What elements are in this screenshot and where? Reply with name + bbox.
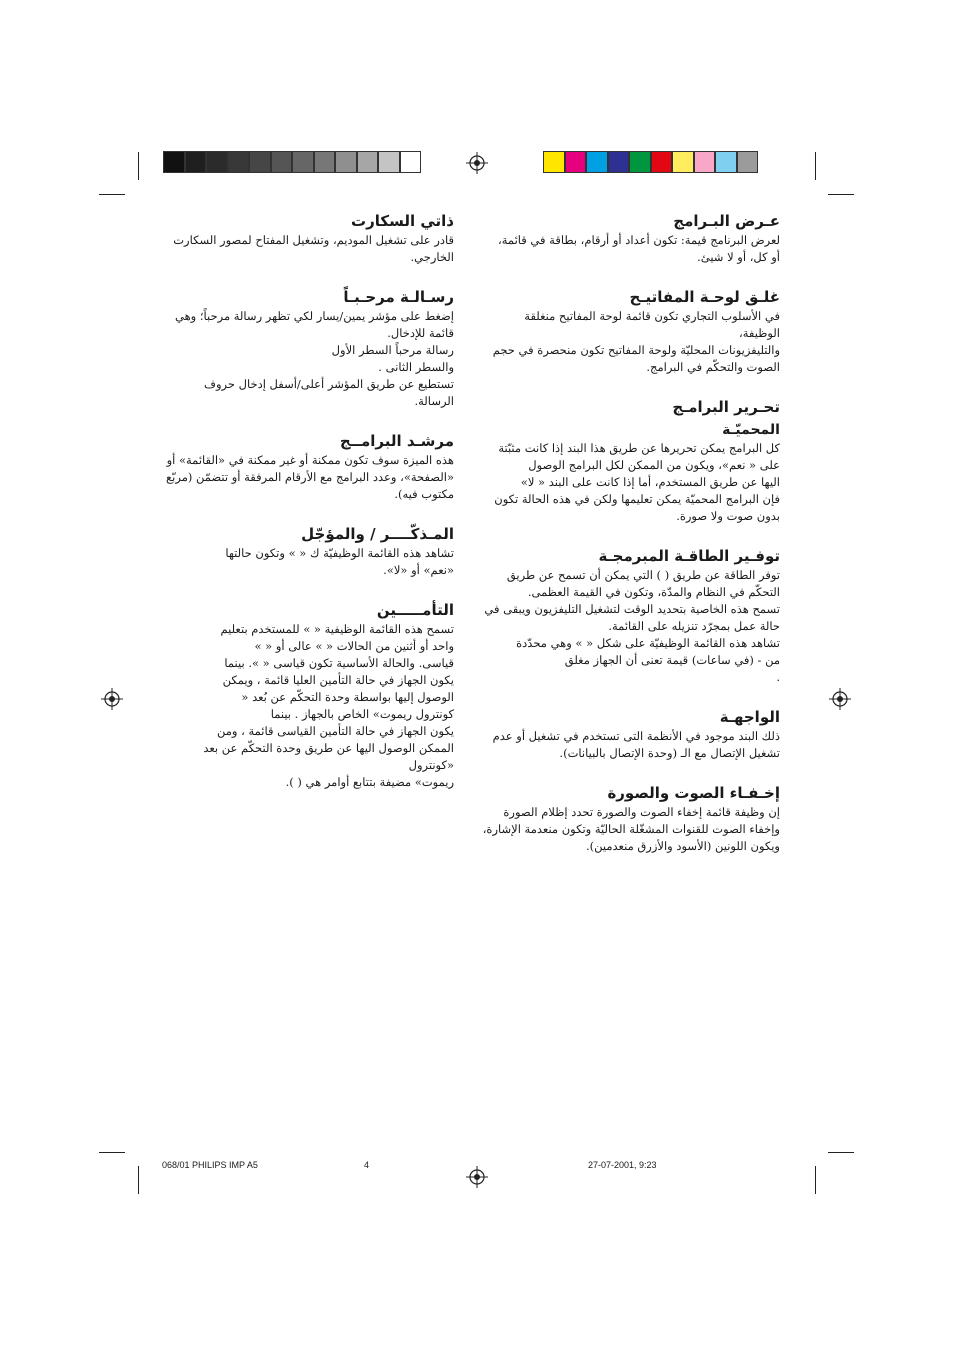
section-body: لعرض البرنامج قيمة: تكون أعداد أو أرقام، بطاقة في قائمة، أو كل، أو لا شيئ.	[498, 233, 780, 264]
registration-mark-icon	[829, 688, 851, 710]
color-swatch	[737, 151, 759, 173]
color-swatch	[206, 151, 228, 173]
section-title: التأمـــــين	[376, 601, 454, 619]
footer-page-number: 4	[364, 1160, 370, 1170]
color-swatch	[378, 151, 400, 173]
section-body: إن وظيفة قائمة إخفاء الصوت والصورة تحدد إظلام الصورة وإخفاء الصوت للقنوات المشغّلة الحاليّة وتكون منعدمة الإشارة، ويكون اللونين (الأسود والأزرق منعدمين).	[482, 805, 780, 853]
grayscale-calibration-bar	[163, 151, 421, 173]
left-column	[162, 212, 454, 813]
section-title: رسـالـة مرحـبـاً	[343, 288, 454, 306]
section-title: إخـفـاء الصوت والصورة	[607, 784, 780, 802]
crop-mark	[828, 1152, 854, 1153]
registration-mark-icon	[466, 1166, 488, 1188]
color-calibration-bar	[543, 151, 758, 173]
color-swatch	[715, 151, 737, 173]
section-reminder-delayed	[162, 525, 454, 579]
section-body: في الأسلوب التجاري تكون قائمة لوحة المفاتيح منغلقة الوظيفة، والتليفزيونات المحليّة ولوحة المفاتيح تكون منحصرة في حجم الصوت والتحكّم في البرامج.	[492, 309, 780, 374]
footer-file-label: 068/01 PHILIPS IMP A5	[162, 1160, 258, 1170]
section-keyboard-lock	[480, 288, 780, 376]
registration-mark-icon	[101, 688, 123, 710]
color-swatch	[672, 151, 694, 173]
section-title: عـرض البـرامج	[673, 212, 780, 230]
color-swatch	[629, 151, 651, 173]
section-energy-saving	[480, 547, 780, 686]
section-body: توفر الطاقة عن طريق ( ) التي يمكن أن تسمح عن طريق التحكّم في النظام والمدّة، وتكون في القيمة العظمى. تسمح هذه الخاصية بتحديد الوقت لتشغيل التليفزيون ويبقى في حالة عمل بمجرّد تنزيله على القائمة. تشاهد هذه القائمة الوظيفيّة على شكل « » وهي محدّدة من - (في ساعات) قيمة تعنى أن الجهاز مغلق .	[484, 568, 780, 684]
color-swatch	[228, 151, 250, 173]
section-welcome-message	[162, 288, 454, 410]
section-title: غلـق لوحـة المفاتيـح	[629, 288, 780, 306]
color-swatch	[292, 151, 314, 173]
crop-mark	[138, 152, 139, 180]
crop-mark	[99, 194, 125, 195]
color-swatch	[565, 151, 587, 173]
color-swatch	[314, 151, 336, 173]
section-title: الواجهـة	[719, 708, 780, 726]
section-body: ذلك البند موجود في الأنظمة التى تستخدم في تشغيل أو عدم تشغيل الإتصال مع الـ (وحدة الإتصال بالبيانات).	[492, 729, 780, 760]
color-swatch	[249, 151, 271, 173]
crop-mark	[815, 152, 816, 180]
section-body: كل البرامج يمكن تحريرها عن طريق هذا البند إذا كانت مثبّتة على « نعم»، ويكون من الممكن لكل البرامج الوصول اليها عن طريق المستخدم، أما إذا كانت على البند « لا» فإن البرامج المحميّة يمكن تعليمها ولكن في هذه الحالة تكون بدون صوت ولا صورة.	[494, 441, 780, 523]
section-protected-programs	[480, 398, 780, 525]
color-swatch	[608, 151, 630, 173]
section-blank-audio-video	[480, 784, 780, 855]
color-swatch	[185, 151, 207, 173]
section-security	[162, 601, 454, 791]
crop-mark	[828, 194, 854, 195]
crop-mark	[815, 1166, 816, 1194]
section-program-guide	[162, 432, 454, 503]
right-column	[480, 212, 780, 877]
footer-date: 27-07-2001, 9:23	[588, 1160, 657, 1170]
section-body: إضغط على مؤشر يمين/يسار لكي تظهر رسالة مرحباً؛ وهي قائمة للإدخال. رسالة مرحباً السطر الأول والسطر الثانى . تستطيع عن طريق المؤشر أعلى/أسفل إدخال حروف الرسالة.	[175, 309, 454, 408]
section-title: تحـرير البرامـج	[672, 398, 780, 416]
section-interface	[480, 708, 780, 762]
color-swatch	[357, 151, 379, 173]
section-body: قادر على تشغيل الموديم، وتشغيل المفتاح لمصور السكارت الخارجي.	[173, 233, 454, 264]
color-swatch	[400, 151, 422, 173]
color-swatch	[586, 151, 608, 173]
section-title: توفـير الطاقـة المبرمجـة	[598, 547, 780, 565]
color-swatch	[271, 151, 293, 173]
color-swatch	[694, 151, 716, 173]
color-swatch	[335, 151, 357, 173]
crop-mark	[99, 1152, 125, 1153]
section-program-display	[480, 212, 780, 266]
section-auto-scart	[162, 212, 454, 266]
registration-mark-icon	[466, 152, 488, 174]
section-title: مرشـد البرامــج	[339, 432, 454, 450]
section-body: تسمح هذه القائمة الوظيفية « » للمستخدم بتعليم واحد أو أثنين من الحالات « » عالى أو « » قياسى. والحالة الأساسية تكون قياسى « ». بينما يكون الجهاز في حالة التأمين العليا قائمة ، ويمكن الوصول إليها بواسطة وحدة التحكّم عن بُعد « كونترول ريموت» الخاص بالجهاز . بينما يكون الجهاز في حالة التأمين القياسى قائمة ، ومن الممكن الوصول اليها عن طريق وحدة التحكّم عن بعد «كونترول ريموت» مضيفة بتتابع أوامر هي ( ).	[203, 622, 454, 789]
section-title: المـذكّــــر / والمؤجّل	[301, 525, 454, 543]
crop-mark	[138, 1166, 139, 1194]
section-subtitle: المحميّـة	[722, 422, 780, 438]
section-body: تشاهد هذه القائمة الوظيفيّة ك « » وتكون حالتها «نعم» أو «لا».	[225, 546, 454, 577]
color-swatch	[163, 151, 185, 173]
color-swatch	[543, 151, 565, 173]
color-swatch	[651, 151, 673, 173]
section-body: هذه الميزة سوف تكون ممكنة أو غير ممكنة في «القائمة» أو «الصفحة»، وعدد البرامج مع الأرقام المرفقة أو تتضمّن (مربّع مكتوب فيه).	[166, 453, 454, 501]
section-title: ذاتي السكارت	[351, 212, 454, 230]
